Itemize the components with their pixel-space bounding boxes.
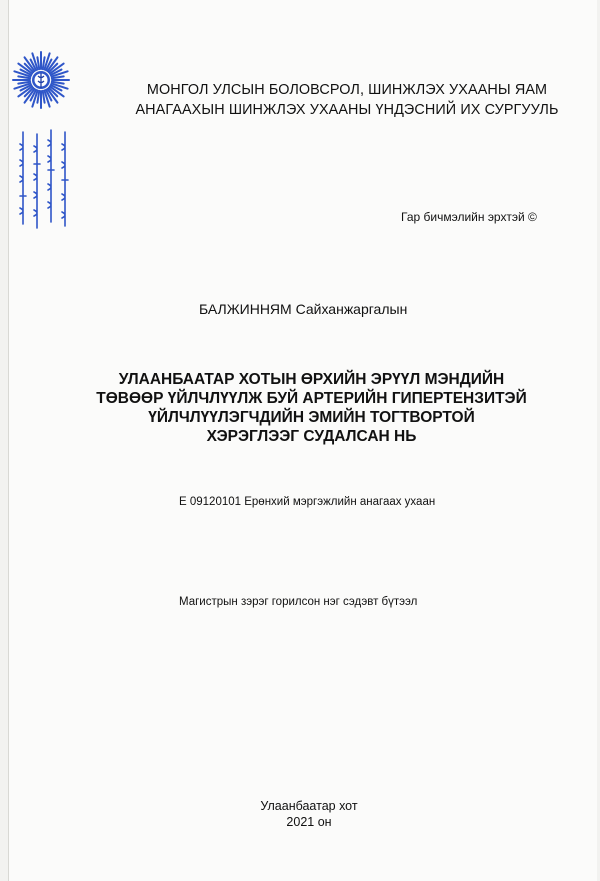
ministry-line-1: МОНГОЛ УЛСЫН БОЛОВСРОЛ, ШИНЖЛЭХ УХААНЫ ЯАМ	[146, 82, 548, 98]
title-line: ҮЙЛЧЛҮҮЛЭГЧДИЙН ЭМИЙН ТОГТВОРТОЙ	[148, 409, 475, 426]
title-line: ТӨВӨӨР ҮЙЛЧЛҮҮЛЖ БУЙ АРТЕРИЙН ГИПЕРТЕНЗИТЭЙ	[96, 390, 527, 407]
university-line-2: АНАГААХЫН ШИНЖЛЭХ УХААНЫ ҮНДЭСНИЙ ИХ СУРГУУЛЬ	[135, 102, 559, 118]
city: Улаанбаатар хот	[260, 799, 358, 813]
document-page	[8, 0, 597, 881]
ministry-header	[97, 80, 597, 120]
thesis-title	[89, 370, 534, 446]
copyright-notice: Гар бичмэлийн эрхтэй ©	[401, 210, 537, 224]
degree-statement: Магистрын зэрэг горилсон нэг сэдэвт бүтээл	[179, 596, 418, 608]
specialty-code: Е 09120101 Ерөнхий мэргэжлийн анагаах ухаан	[179, 496, 436, 508]
university-emblem-icon	[9, 48, 79, 248]
place-and-year	[209, 798, 409, 830]
title-line: ХЭРЭГЛЭЭГ СУДАЛСАН НЬ	[206, 428, 417, 445]
author-name: БАЛЖИННЯМ Сайханжаргалын	[199, 301, 408, 317]
title-line: УЛААНБААТАР ХОТЫН ӨРХИЙН ЭРҮҮЛ МЭНДИЙН	[118, 371, 505, 388]
year: 2021 он	[286, 815, 332, 829]
